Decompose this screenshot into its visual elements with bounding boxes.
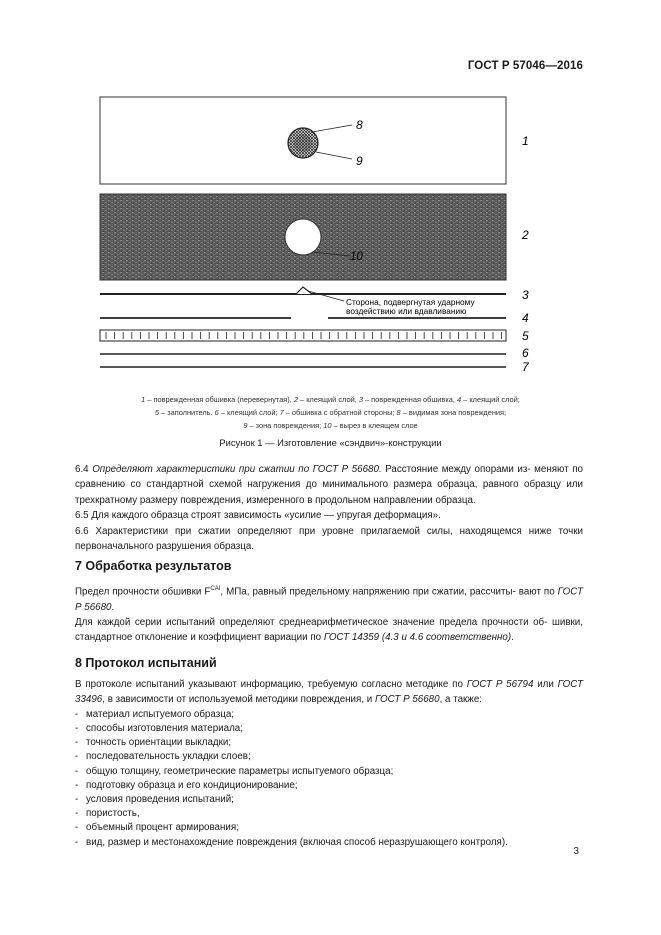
paragraph-text: шивки, стандартное отклонение и коэффициент вариации по xyxy=(75,617,584,644)
callout-1: 1 xyxy=(522,134,529,148)
paragraph-6-4 xyxy=(75,462,583,508)
legend-number: 2 – xyxy=(293,395,305,404)
paragraph-text: . xyxy=(511,632,514,644)
legend-text: зона повреждения; xyxy=(255,421,322,430)
list-item xyxy=(75,793,583,807)
callout-9: 9 xyxy=(356,154,363,168)
list-item-text: подготовку образца и его кондиционирование; xyxy=(86,779,298,791)
paragraph-6-6 xyxy=(75,524,583,555)
figure-caption: Рисунок 1 — Изготовление «сэндвич»-конструкции xyxy=(219,437,442,448)
paragraph-text: , а также: xyxy=(439,694,483,706)
italic-text: ГОСТ 33496 xyxy=(75,679,583,706)
list-dash: - xyxy=(75,794,79,806)
layer-5-core xyxy=(100,330,506,341)
callout-5: 5 xyxy=(522,329,529,343)
list-item-text: способы изготовления материала; xyxy=(86,723,243,735)
legend-number: 9 – xyxy=(243,421,254,430)
legend-number: 7 – xyxy=(279,408,290,417)
paragraph-text: , МПа, равный предельному напряжению при сжатии, рассчиты- xyxy=(220,586,516,598)
legend-text: вырез в клеящем слое xyxy=(339,421,418,430)
legend-number: 4 – xyxy=(456,395,468,404)
legend-number: 10 – xyxy=(323,421,338,430)
list-item xyxy=(75,836,583,850)
impact-note-line-1: Сторона, подвергнутая ударному xyxy=(346,297,475,307)
list-item xyxy=(75,736,583,750)
list-item-text: вид, размер и местонахождение повреждения (включая способ неразрушающего контроля). xyxy=(86,836,508,848)
paragraph-text: Предел прочности обшивки F xyxy=(75,586,211,598)
list-item xyxy=(75,750,583,764)
list-dash: - xyxy=(75,737,79,749)
list-dash: - xyxy=(75,751,79,763)
list-dash: - xyxy=(75,779,79,791)
italic-text: Определяют характеристики при сжатии по ГОСТ Р 56680. xyxy=(92,464,382,475)
paragraph-text: вают по xyxy=(518,586,558,598)
list-item xyxy=(75,722,583,736)
paragraph-text: или xyxy=(537,679,558,690)
legend-text: поврежденная обшивка, xyxy=(371,395,455,404)
list-dash: - xyxy=(75,836,79,848)
legend-number: 6 – xyxy=(214,408,225,417)
figure-legend xyxy=(60,393,601,432)
list-item-text: условия проведения испытаний; xyxy=(86,794,234,806)
layer-1-damaged-skin xyxy=(100,97,506,184)
paragraph-number: 6.4 xyxy=(75,464,89,475)
italic-text: ГОСТ Р 56680 xyxy=(374,694,440,706)
list-item-text: пористость, xyxy=(86,808,140,820)
list-item xyxy=(75,807,583,821)
superscript: CAI xyxy=(210,586,221,592)
legend-text: обшивка с обратной стороны; xyxy=(291,408,395,417)
list-item xyxy=(75,765,583,779)
section-7-body xyxy=(75,582,583,646)
list-item xyxy=(75,708,583,722)
legend-number: 8 – xyxy=(396,408,407,417)
legend-text: поврежденная обшивка (перевернутая), xyxy=(153,395,292,404)
callout-6: 6 xyxy=(522,346,529,360)
legend-number: 5 – xyxy=(154,408,166,417)
italic-text: ГОСТ Р 56680 xyxy=(75,586,583,613)
list-item-text: материал испытуемого образца; xyxy=(86,708,234,720)
impact-note-line-2: воздействию или вдавливанию xyxy=(346,306,467,316)
paragraph-text: Для каждой серии испытаний определяют среднеарифметическое значение предела прочности об- xyxy=(75,617,548,629)
italic-text: (4.3 и 4.6 соответственно) xyxy=(381,632,512,644)
list-dash: - xyxy=(75,808,79,820)
section-7-paragraph-1 xyxy=(75,582,583,615)
callout-10: 10 xyxy=(350,251,363,263)
section-8-title: 8 Протокол испытаний xyxy=(75,656,217,670)
layer-2-adhesive xyxy=(100,194,506,280)
section-8-paragraph-1 xyxy=(75,677,583,708)
legend-text: видимая зона повреждения; xyxy=(408,408,507,417)
callout-7: 7 xyxy=(522,360,529,374)
callout-2: 2 xyxy=(522,228,529,242)
paragraph-text: Расстояние между опорами из- xyxy=(381,464,531,475)
legend-text: клеящий слой; xyxy=(469,395,520,404)
legend-number: 3 – xyxy=(358,395,370,404)
section-8-body xyxy=(75,677,583,850)
section-7-paragraph-2 xyxy=(75,615,583,646)
legend-text: клеящий слой; xyxy=(226,408,278,417)
section-6-continuation xyxy=(75,462,583,554)
list-item-text: последовательность укладки слоев; xyxy=(86,751,251,763)
callout-8: 8 xyxy=(356,118,363,132)
legend-number: 1 – xyxy=(141,395,152,404)
list-dash: - xyxy=(75,708,79,720)
paragraph-text: , в зависимости от используемой методики повреждения, и xyxy=(102,694,375,706)
list-item-text: объемный процент армирования; xyxy=(86,822,239,834)
italic-text: ГОСТ Р 56794 xyxy=(466,679,534,690)
legend-text: клеящий слой, xyxy=(306,395,357,404)
paragraph-text: . xyxy=(111,601,115,613)
legend-line-2 xyxy=(60,406,601,419)
paragraph-text: образцу или трехкратному размеру повреждения, измеренного в продольном направлении образца. xyxy=(75,479,583,506)
paragraph-text: 6.6 Характеристики при сжатии определяют при уровне прилагаемой силы, находящемся ниже xyxy=(75,525,552,537)
paragraph-6-5: 6.5 Для каждого образца строят зависимость «усилие — упругая деформация». xyxy=(75,510,441,522)
paragraph-text: меняют по сравнению со стандартной схемой нагружения до минимального размера образца, равного xyxy=(75,464,583,491)
list-dash: - xyxy=(75,765,79,777)
callout-4: 4 xyxy=(522,311,529,325)
list-dash: - xyxy=(75,822,79,834)
list-item-text: общую толщину, геометрические параметры испытуемого образца; xyxy=(86,765,394,777)
list-item xyxy=(75,821,583,835)
list-item-text: точность ориентации выкладки; xyxy=(86,737,232,749)
page-number: 3 xyxy=(573,846,579,857)
list-item xyxy=(75,779,583,793)
document-code: ГОСТ Р 57046—2016 xyxy=(467,60,583,72)
legend-text: заполнитель. xyxy=(167,408,213,417)
legend-line-1 xyxy=(60,393,601,406)
legend-line-3 xyxy=(60,419,601,432)
italic-text: ГОСТ 14359 xyxy=(323,632,380,644)
list-dash: - xyxy=(75,723,79,735)
paragraph-text: В протоколе испытаний указывают информацию, требуемую согласно методике по xyxy=(75,679,467,690)
protocol-items-list xyxy=(75,708,583,850)
sandwich-construction-figure xyxy=(0,0,661,380)
section-7-title: 7 Обработка результатов xyxy=(75,559,232,573)
callout-3: 3 xyxy=(522,288,529,302)
paragraph-text: точки первоначального разрушения образца. xyxy=(75,525,583,553)
